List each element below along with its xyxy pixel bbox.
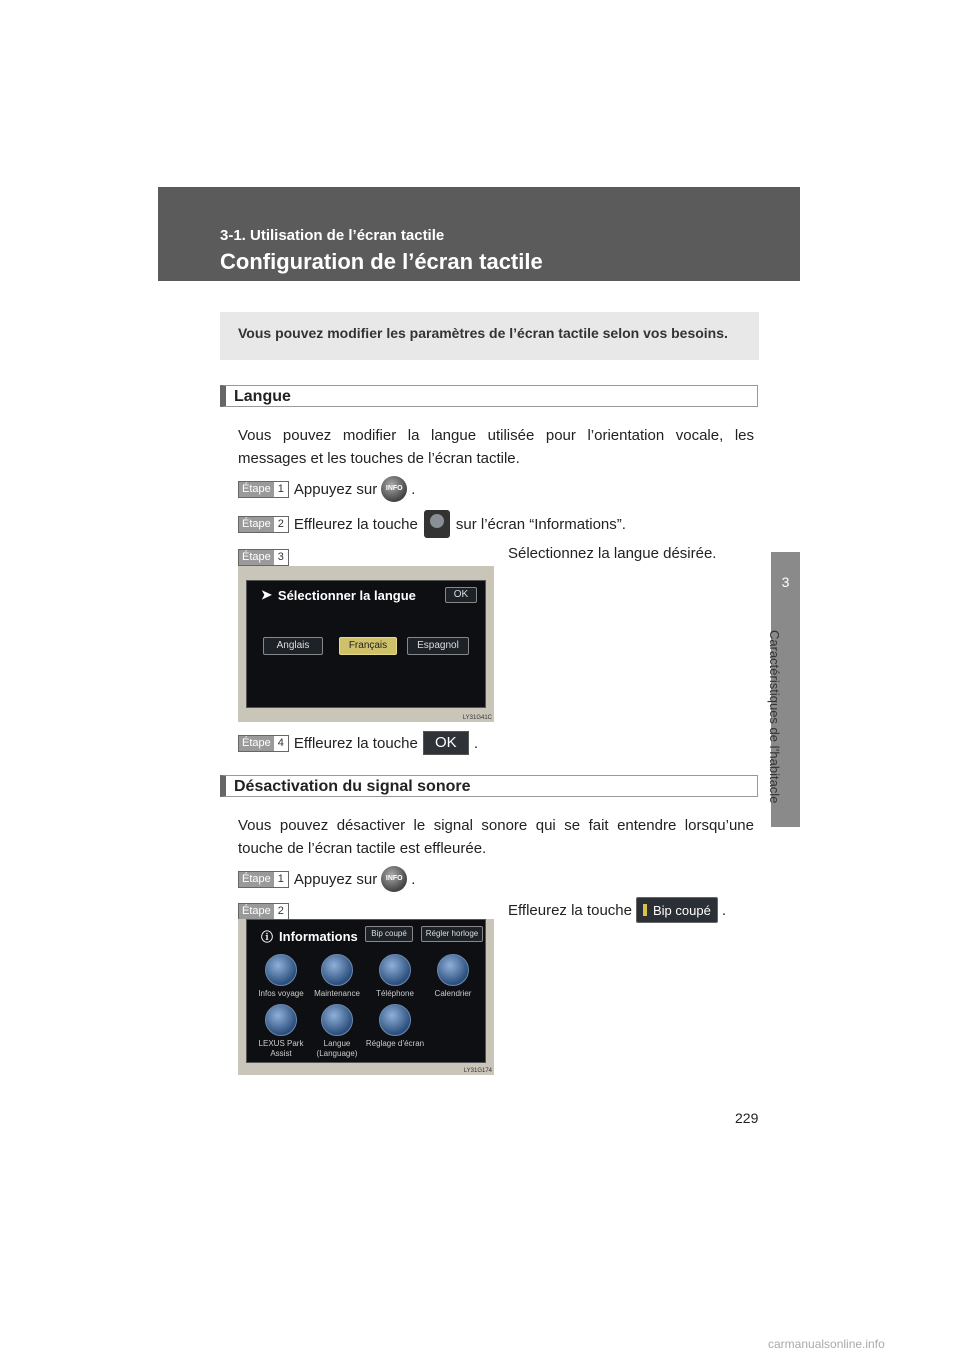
step-badge: Étape 2: [238, 516, 289, 533]
icon-calendrier[interactable]: Calendrier: [423, 954, 483, 999]
info-button-icon[interactable]: INFO: [381, 476, 407, 502]
screen-bip-button[interactable]: Bip coupé: [365, 926, 413, 942]
language-screen: [238, 566, 494, 722]
bip-step-2-text: Effleurez la touche Bip coupé .: [508, 897, 726, 923]
option-francais[interactable]: Français: [339, 637, 397, 655]
page-number: 229: [735, 1110, 759, 1126]
option-espagnol[interactable]: Espagnol: [407, 637, 469, 655]
page-header: [158, 187, 800, 281]
chapter-number: 3: [781, 574, 790, 590]
bip-step-1: Étape 1 Appuyez sur INFO .: [238, 866, 415, 892]
intro-box: [220, 312, 759, 360]
step-badge: Étape 2: [238, 903, 289, 920]
chapter-label: Caractéristiques de l’habitacle: [767, 630, 782, 804]
langue-paragraph: Vous pouvez modifier la langue utilisée pour l’orientation vocale, les messages et les touches de l’écran tactile.: [238, 427, 754, 467]
watermark: carmanualsonline.info: [768, 1337, 885, 1351]
step-badge: Étape 4: [238, 735, 289, 752]
langue-step-3-text: Sélectionnez la langue désirée.: [508, 545, 717, 562]
icon-telephone[interactable]: Téléphone: [365, 954, 425, 999]
section-label: 3-1. Utilisation de l’écran tactile: [220, 227, 445, 244]
bip-coupe-button[interactable]: Bip coupé: [636, 897, 718, 923]
langue-step-3: [238, 549, 294, 566]
option-anglais[interactable]: Anglais: [263, 637, 323, 655]
bip-paragraph: Vous pouvez désactiver le signal sonore qui se fait entendre lorsqu’une touche de l’écran tactile est effleurée.: [238, 817, 754, 857]
step-text: Effleurez la touche: [293, 515, 418, 533]
icon-maintenance[interactable]: Maintenance: [307, 954, 367, 999]
langue-step-1: Étape 1 Appuyez sur INFO .: [238, 476, 415, 502]
informations-screen-title: ⓘ Informations: [261, 929, 358, 944]
back-arrow-icon[interactable]: ➤: [261, 587, 272, 602]
bip-step-2: [238, 903, 294, 920]
intro-text: Vous pouvez modifier les paramètres de l’écran tactile selon vos besoins.: [238, 325, 728, 341]
language-screen-title: ➤ Sélectionner la langue: [261, 587, 416, 603]
info-circle-icon: ⓘ: [261, 930, 274, 944]
language-screen-display: [246, 580, 486, 708]
step-text: Appuyez sur: [293, 480, 378, 498]
informations-screen-display: [246, 919, 486, 1063]
bip-heading: [220, 775, 758, 797]
screen-clock-button[interactable]: Régler horloge: [421, 926, 483, 942]
langue-heading: [220, 385, 758, 407]
step-badge: Étape 1: [238, 871, 289, 888]
ok-button[interactable]: OK: [423, 731, 469, 755]
step-text: Appuyez sur: [293, 870, 378, 888]
icon-park-assist[interactable]: LEXUS Park Assist: [251, 1004, 311, 1059]
langue-step-2: Étape 2 Effleurez la touche sur l’écran “Informations”.: [238, 510, 626, 538]
step-badge: Étape 1: [238, 481, 289, 498]
figure-code: LY31G174: [463, 1068, 492, 1074]
chapter-label-wrap: [762, 630, 802, 830]
screen-ok-button[interactable]: OK: [445, 587, 477, 603]
step-text: Effleurez la touche: [293, 734, 418, 752]
langue-heading-text: Langue: [234, 388, 291, 405]
langue-step-4: Étape 4 Effleurez la touche OK .: [238, 731, 478, 755]
info-button-icon[interactable]: INFO: [381, 866, 407, 892]
figure-code: LY31G41C: [462, 715, 492, 721]
informations-screen: [238, 919, 494, 1075]
language-button-icon[interactable]: [424, 510, 450, 538]
bip-heading-text: Désactivation du signal sonore: [234, 778, 471, 795]
page-title: Configuration de l’écran tactile: [220, 249, 543, 274]
icon-reglage-ecran[interactable]: Réglage d’écran: [365, 1004, 425, 1049]
icon-infos-voyage[interactable]: Infos voyage: [251, 954, 311, 999]
icon-langue[interactable]: Langue (Language): [307, 1004, 367, 1059]
step-badge: Étape 3: [238, 549, 289, 566]
